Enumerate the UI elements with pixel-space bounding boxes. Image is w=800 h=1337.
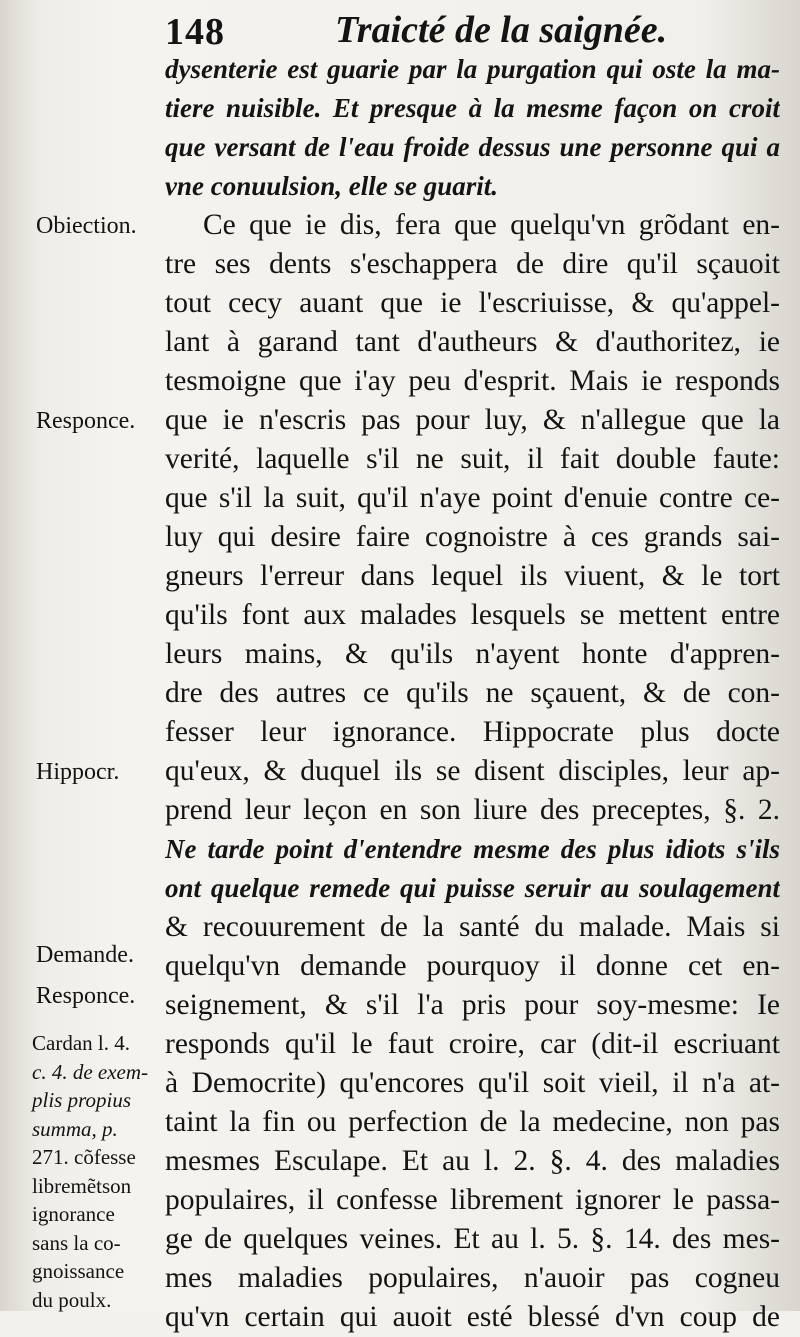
margin-note: Responce. — [36, 983, 136, 1009]
margin-note: ignorance — [32, 1202, 115, 1226]
body-text — [165, 50, 780, 1337]
text-line: que s'il la suit, qu'il n'aye point d'enuie contre ce- — [165, 482, 780, 514]
text-line: ont quelque remede qui puisse seruir au soulagement — [165, 873, 780, 903]
margin-note: libremẽtson — [32, 1173, 132, 1198]
margin-note: du poulx. — [32, 1287, 112, 1312]
text-line: mes maladies populaires, n'auoir pas cogneu — [165, 1262, 780, 1294]
text-line: Ce que ie dis, fera que quelqu'vn grõdant en- — [203, 209, 780, 241]
text-line: Ne tarde point d'entendre mesme des plus idiots s'ils — [165, 834, 780, 864]
margin-note: c. 4. de exem- — [32, 1059, 149, 1084]
text-line: seignement, & s'il l'a pris pour soy-mesme: Ie — [165, 989, 780, 1021]
text-line: mesmes Esculape. Et au l. 2. §. 4. des maladies — [165, 1145, 780, 1177]
text-line: tesmoigne que i'ay peu d'esprit. Mais ie responds — [165, 365, 780, 397]
text-line: tre ses dents s'eschappera de dire qu'il sçauoit — [165, 248, 780, 280]
text-line: dysenterie est guarie par la purgation qui oste la ma- — [165, 54, 780, 84]
running-title: Traicté de la saignée. — [335, 9, 668, 51]
text-line: taint la fin ou perfection de la medecine, non pas — [165, 1106, 780, 1138]
text-line: tout cecy auant que ie l'escriuisse, & qu'appel- — [165, 287, 780, 319]
text-line: gneurs l'erreur dans lequel ils viuent, & le tort — [165, 560, 780, 592]
margin-note: Hippocr. — [36, 759, 120, 785]
text-line: leurs mains, & qu'ils n'ayent honte d'appren- — [165, 638, 780, 670]
text-line: qu'vn certain qui auoit esté blessé d'vn coup de — [165, 1301, 780, 1333]
margin-note: Obiection. — [36, 213, 137, 239]
text-line: qu'ils font aux malades lesquels se mettent entre — [165, 599, 780, 631]
text-line: quelqu'vn demande pourquoy il donne cet en- — [165, 950, 780, 982]
margin-note: Responce. — [36, 408, 136, 434]
margin-note: sans la co- — [32, 1230, 121, 1255]
text-line: tiere nuisible. Et presque à la mesme façon on croit — [165, 93, 780, 123]
page-number: 148 — [165, 11, 225, 53]
text-line: lant à garand tant d'autheurs & d'authoritez, ie — [165, 326, 780, 358]
text-line: prend leur leçon en son liure des preceptes, §. 2. — [165, 794, 780, 826]
margin-note: plis propius — [32, 1088, 131, 1112]
margin-note: gnoissance — [32, 1259, 125, 1283]
margin-note: summa, p. — [32, 1116, 118, 1141]
margin-note: 271. cõfesse — [32, 1145, 136, 1169]
text-line: dre des autres ce qu'ils ne sçauent, & de con- — [165, 677, 780, 709]
text-line: que ie n'escris pas pour luy, & n'allegue que la — [165, 404, 780, 436]
margin-notes — [0, 0, 162, 1311]
text-line: verité, laquelle s'il ne suit, il fait double faute: — [165, 443, 780, 475]
text-line: & recouurement de la santé du malade. Mais si — [165, 911, 780, 943]
text-line: responds qu'il le faut croire, car (dit-il escriuant — [165, 1028, 780, 1060]
text-line: que versant de l'eau froide dessus une personne qui a — [165, 132, 780, 162]
text-line: qu'eux, & duquel ils se disent disciples, leur ap- — [165, 755, 780, 787]
text-line: vne conuulsion, elle se guarit. — [165, 171, 499, 201]
margin-note: Cardan l. 4. — [32, 1031, 130, 1055]
text-line: luy qui desire faire cognoistre à ces grands sai- — [165, 521, 780, 553]
text-line: ge de quelques veines. Et au l. 5. §. 14. des mes- — [165, 1223, 780, 1255]
text-line: fesser leur ignorance. Hippocrate plus docte — [165, 716, 780, 748]
text-line: populaires, il confesse librement ignorer le passa- — [165, 1184, 780, 1216]
margin-note: Demande. — [36, 942, 134, 968]
text-line: à Democrite) qu'encores qu'il soit vieil, il n'a at- — [165, 1067, 780, 1099]
